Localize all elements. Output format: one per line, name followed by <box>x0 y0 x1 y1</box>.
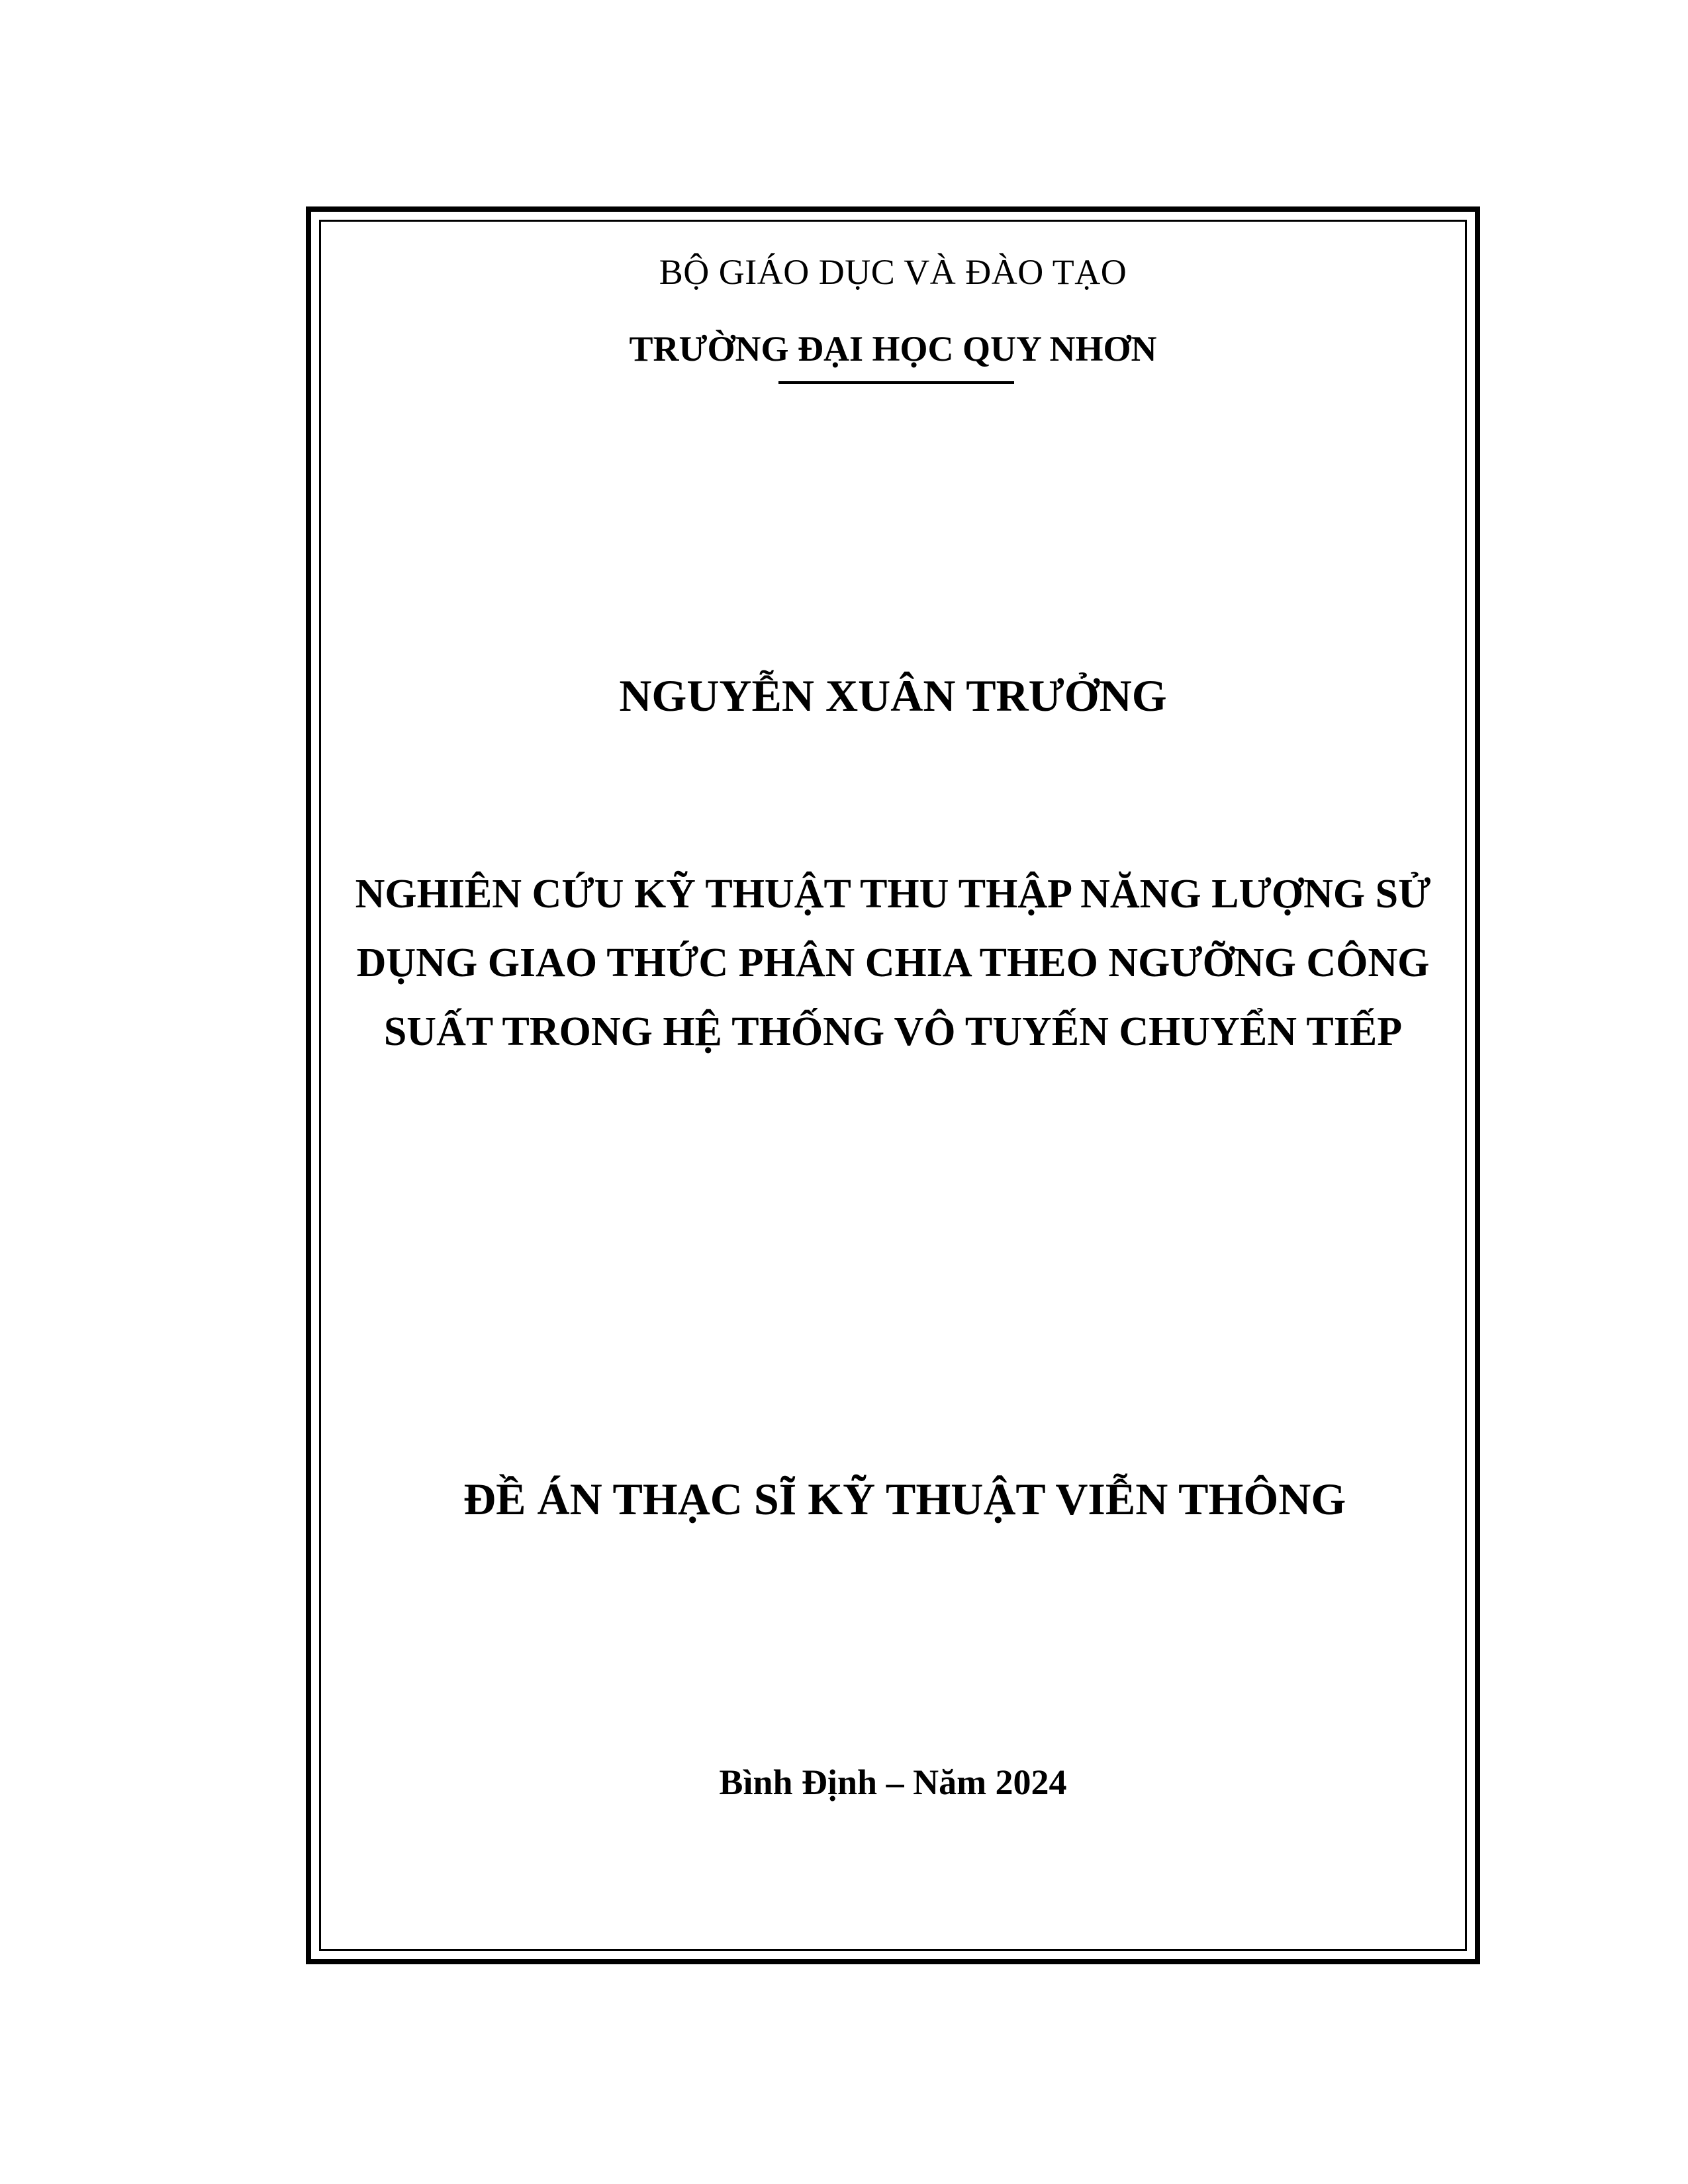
thesis-title-line-3: SUẤT TRONG HỆ THỐNG VÔ TUYẾN CHUYỂN TIẾP <box>383 1009 1403 1054</box>
thesis-title-line-1: NGHIÊN CỨU KỸ THUẬT THU THẬP NĂNG LƯỢNG SỬ <box>355 872 1431 917</box>
thesis-title-line-2: DỤNG GIAO THỨC PHÂN CHIA THEO NGƯỠNG CÔNG <box>356 940 1430 985</box>
ministry-name: BỘ GIÁO DỤC VÀ ĐÀO TẠO <box>659 252 1127 292</box>
place-and-year: Bình Định – Năm 2024 <box>719 1762 1067 1802</box>
university-name: TRƯỜNG ĐẠI HỌC QUY NHƠN <box>629 329 1157 369</box>
university-underline <box>778 381 1014 384</box>
author-name: NGUYỄN XUÂN TRƯỞNG <box>619 670 1167 721</box>
degree-title: ĐỀ ÁN THẠC SĨ KỸ THUẬT VIỄN THÔNG <box>463 1474 1346 1524</box>
page-border-inner <box>319 220 1467 1951</box>
